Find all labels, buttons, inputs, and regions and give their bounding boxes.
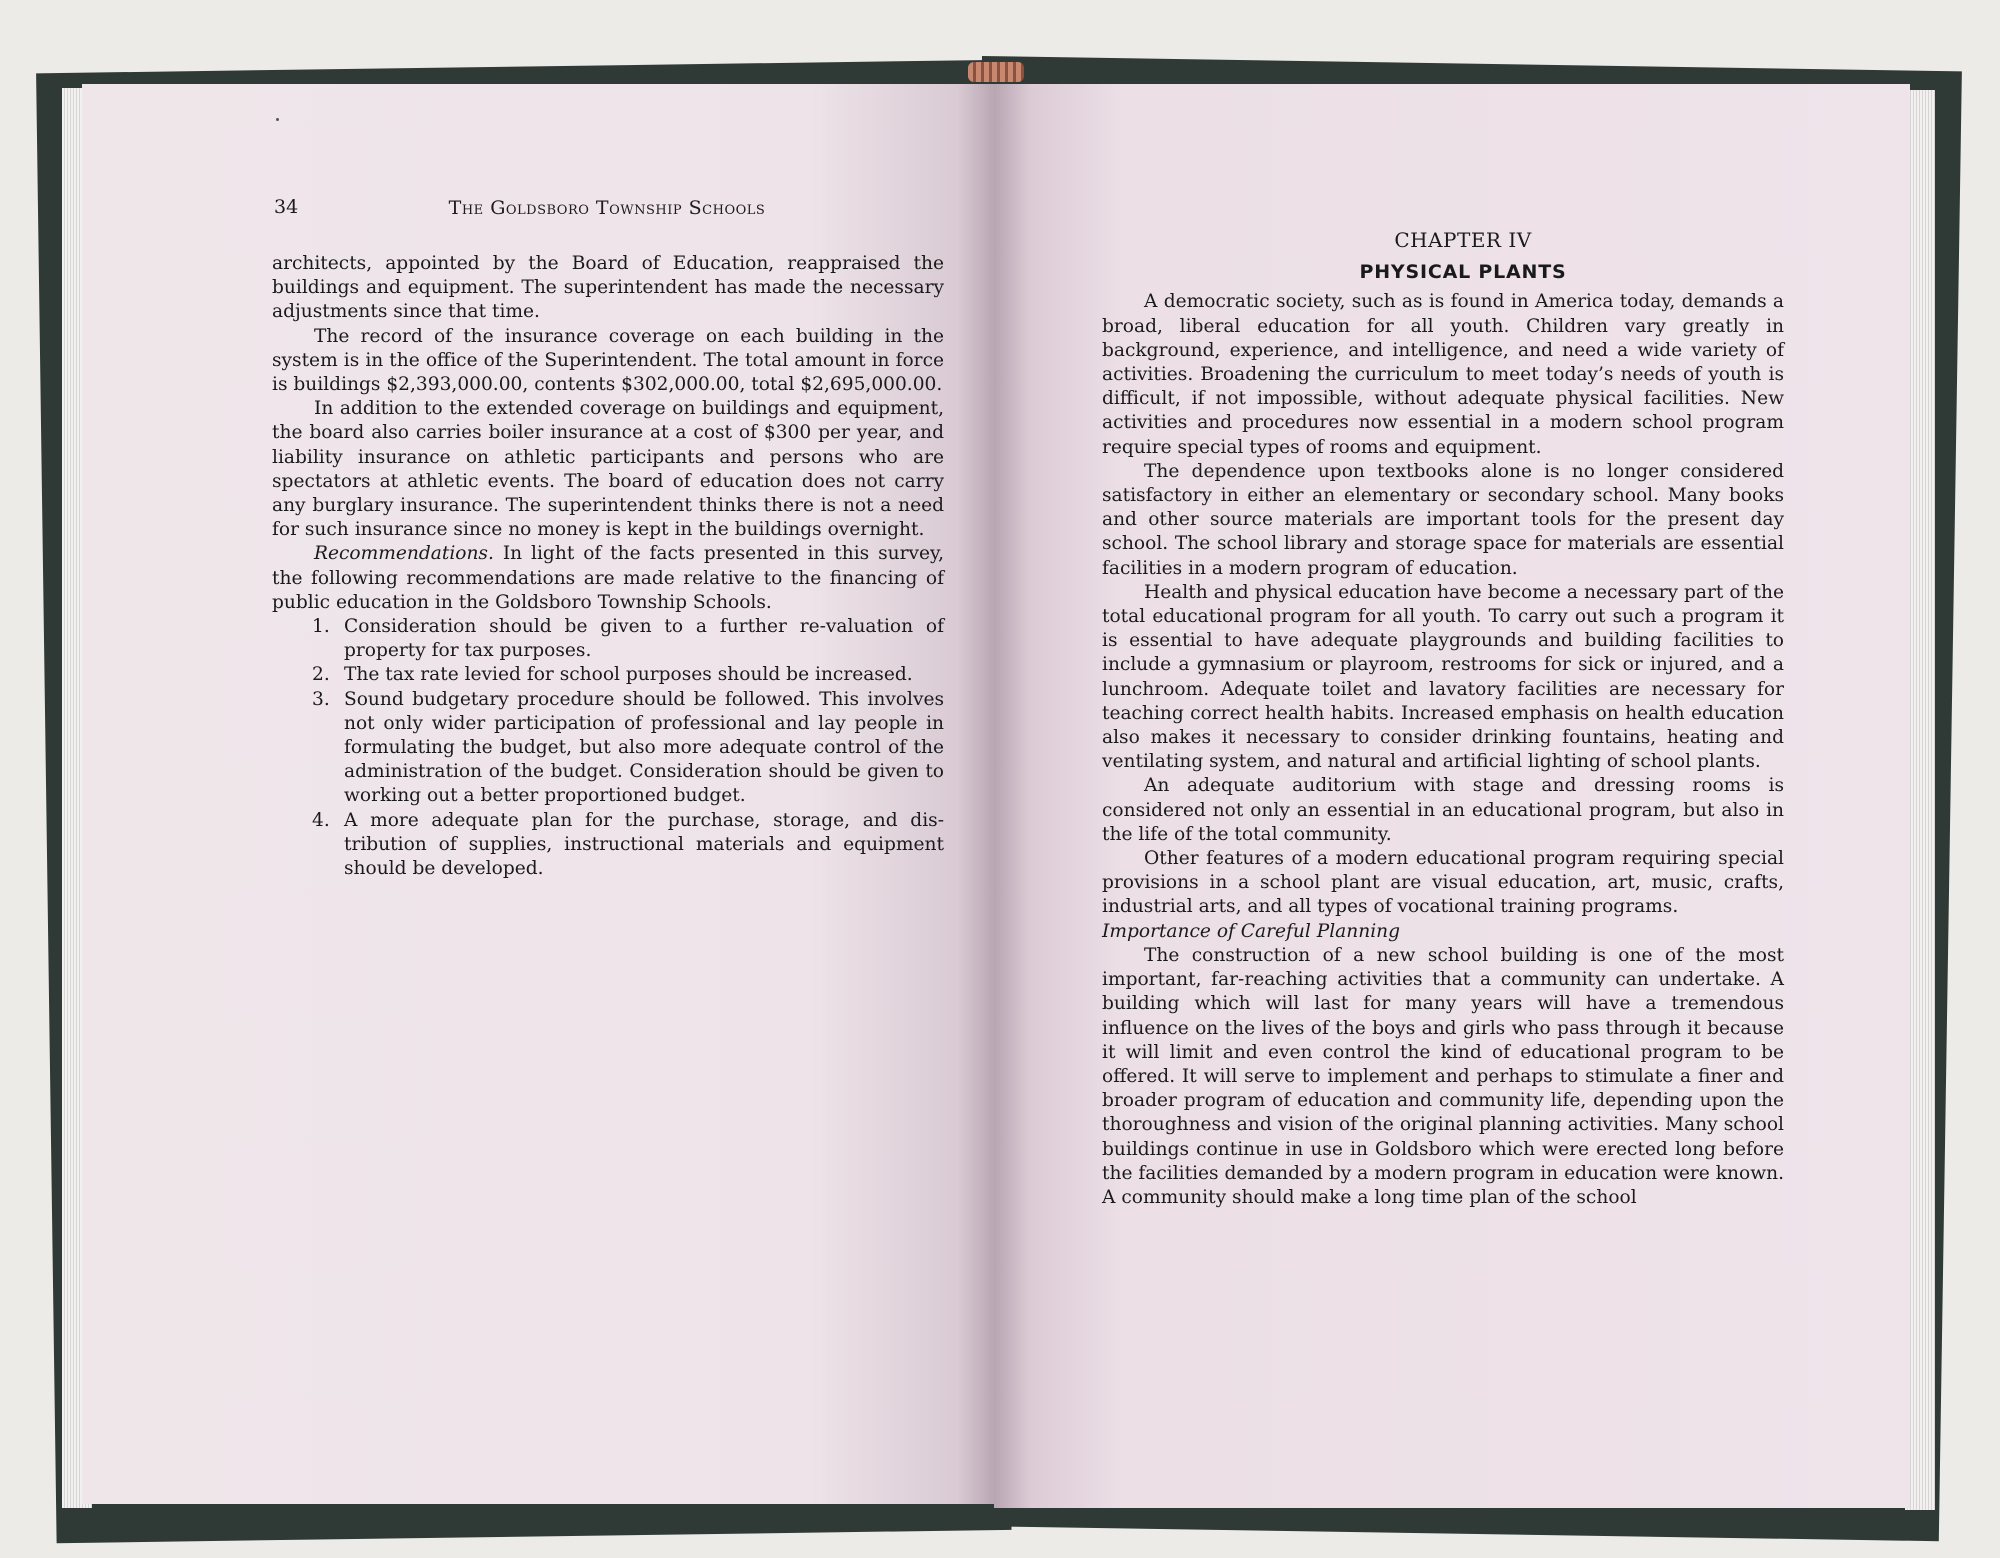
paragraph: A democratic society, such as is found in America today, demands a broad, liberal education for all youth. Children vary greatly in background, experience, and intelligence, and need a wide variety of activities. Broadening the curriculum to meet today’s needs of youth is difficult, if not impossible, without adequate physical facilities. New activities and procedures now essential in a modern school program require special types of rooms and equipment. — [1102, 291, 1784, 458]
running-head: The Goldsboro Township Schools — [448, 197, 766, 219]
left-page-header — [266, 196, 948, 226]
right-page-text — [1102, 228, 1784, 1210]
list-text: A more adequate plan for the purchase, storage, and distribution of supplies, instructional materials and equipment should be developed. — [344, 809, 944, 880]
recommendations-paragraph — [272, 542, 944, 615]
chapter-number: CHAPTER IV — [1394, 228, 1532, 252]
list-item — [272, 663, 944, 687]
list-item — [272, 809, 944, 882]
recommendations-label: Recommendations. — [314, 543, 494, 565]
paragraph: The construction of a new school building is one of the most important, far-reaching activities that a community can undertake. A building which will last for many years will have a tremendous influence on the lives of the boys and girls who pass through it because it will limit and even control the kind of educational program to be offered. It will serve to implement and perhaps to stimulate a finer and broader program of education and community life, depending upon the thoroughness and vision of the original planning activities. Many school buildings continue in use in Goldsboro which were erected long before the facilities demanded by a modern program in education were known. A community should make a long time plan of the school — [1102, 944, 1784, 1208]
list-item — [272, 615, 944, 663]
list-text: The tax rate levied for school purposes should be increased. — [344, 664, 913, 686]
list-item — [272, 688, 944, 809]
chapter-title: PHYSICAL PLANTS — [1359, 261, 1567, 284]
page-number: 34 — [274, 196, 299, 218]
list-text: Sound budgetary procedure should be followed. This involves not only wider participation of professional and lay people in formulating the budget, but also more adequate control of the administration of the budget. Consideration should be given to working out a better proportioned budget. — [344, 688, 944, 807]
paragraph: The record of the insurance coverage on each building in the system is in the office of the Superintendent. The total amount in force is buildings $2,393,000.00, contents $302,000.00, total $2,695,000.00. — [272, 325, 944, 396]
list-text: Consideration should be given to a further re-valuation of property for tax purposes. — [344, 616, 944, 662]
paragraph: Other features of a modern educational program requiring special provisions in a school plant are visual education, art, music, crafts, industrial arts, and all types of vocational training programs. — [1102, 848, 1784, 918]
list-number: 4. — [312, 809, 330, 831]
list-number: 1. — [312, 616, 330, 638]
paper-speck — [276, 118, 279, 121]
paragraph: The dependence upon textbooks alone is no longer considered satisfactory in either an elementary or secondary school. Many books and other source materials are important tools for the present day school. The school library and storage space for materials are essential facilities in a modern program of education. — [1102, 460, 1784, 579]
recommendations-intro: In light of the facts presented in this survey, the following recommendations are made relative to the financing of public education in the Goldsboro Township Schools. — [272, 543, 944, 613]
paragraph: In addition to the extended coverage on buildings and equipment, the board also carries boiler insurance at a cost of $300 per year, and liability insurance on athletic participants and persons who are spectators at athletic events. The board of education does not carry any burglary insurance. The superintendent thinks there is not a need for such insurance since no money is kept in the buildings overnight. — [272, 398, 944, 541]
section-subheading: Importance of Careful Planning — [1102, 920, 1401, 942]
spine-binding — [968, 62, 1024, 82]
list-number: 3. — [312, 688, 330, 710]
paragraph: An adequate auditorium with stage and dressing rooms is considered not only an essential in an educational program, but also in the life of the total community. — [1102, 775, 1784, 845]
left-page-text — [272, 252, 944, 881]
list-number: 2. — [312, 664, 330, 686]
recommendations-list — [272, 615, 944, 881]
paragraph: architects, appointed by the Board of Education, reappraised the buildings and equipment. The superintendent has made the necessary adjustments since that time. — [272, 253, 944, 323]
paragraph: Health and physical education have become a necessary part of the total educational program for all youth. To carry out such a program it is essential to have adequate playgrounds and building facilities to include a gymnasium or playroom, restrooms for sick or injured, and a lunchroom. Adequate toilet and lavatory facilities are necessary for teaching correct health habits. Increased emphasis on health education also makes it necessary to consider drinking fountains, heating and ventilating system, and natural and artificial lighting of school plants. — [1102, 581, 1784, 773]
